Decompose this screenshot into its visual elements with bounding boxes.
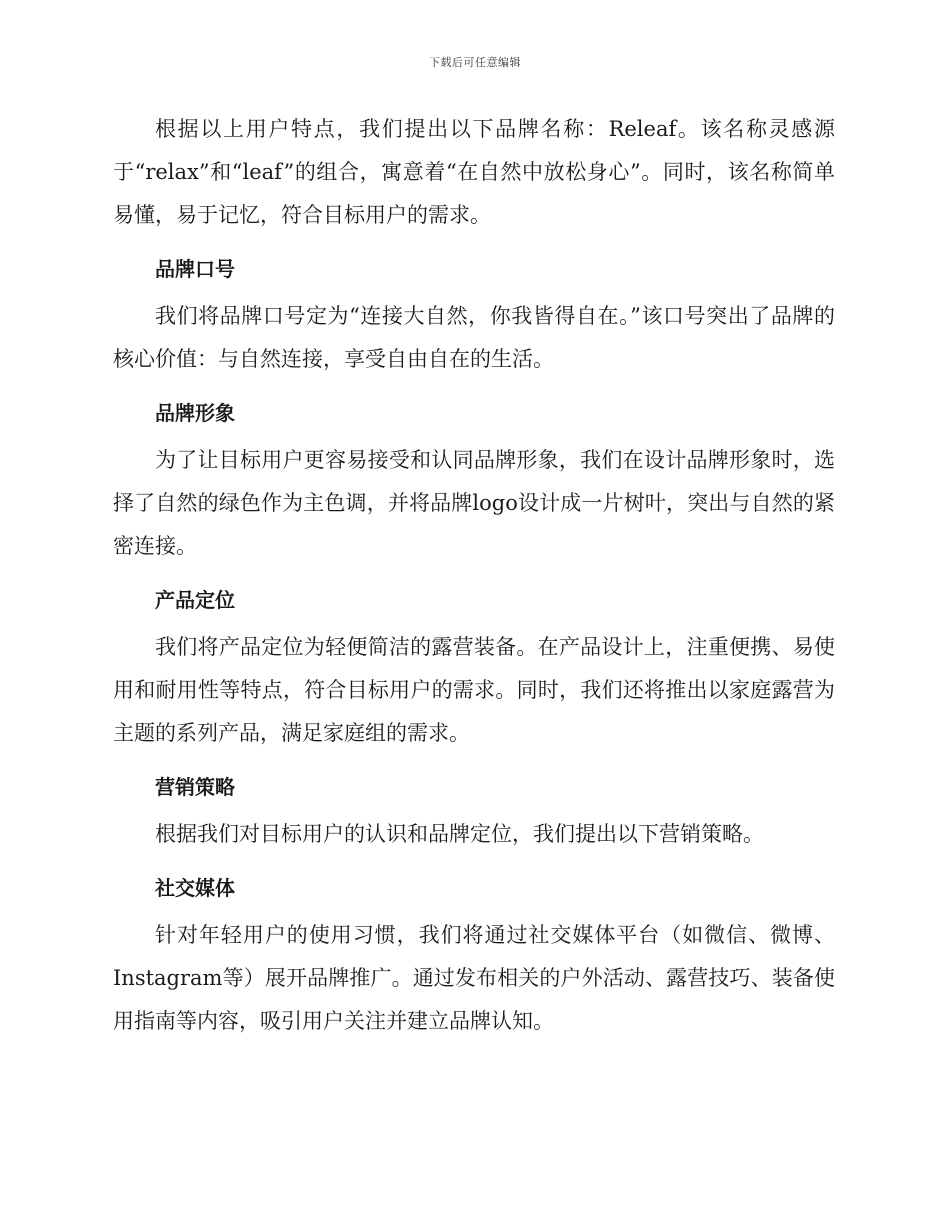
paragraph-brand-slogan: 我们将品牌口号定为“连接大自然，你我皆得自在。”该口号突出了品牌的核心价值：与自然连接，享受自由自在的生活。 [113,304,835,371]
document-body [113,108,835,1043]
heading-brand-slogan: 品牌口号 [155,257,235,281]
paragraph-marketing-strategy: 根据我们对目标用户的认识和品牌定位，我们提出以下营销策略。 [155,822,764,846]
heading-social-media: 社交媒体 [155,876,235,900]
page-header: 下载后可任意编辑 [429,56,521,69]
paragraph-brand-image: 为了让目标用户更容易接受和认同品牌形象，我们在设计品牌形象时，选择了自然的绿色作为主色调，并将品牌logo设计成一片树叶，突出与自然的紧密连接。 [113,448,835,558]
paragraph-brand-name: 根据以上用户特点，我们提出以下品牌名称：Releaf。该名称灵感源于“relax”和“leaf”的组合，寓意着“在自然中放松身心”。同时，该名称简单易懂，易于记忆，符合目标用户的需求。 [113,117,835,227]
heading-brand-image: 品牌形象 [155,401,235,425]
paragraph-social-media: 针对年轻用户的使用习惯，我们将通过社交媒体平台（如微信、微博、Instagram等）展开品牌推广。通过发布相关的户外活动、露营技巧、装备使用指南等内容，吸引用户关注并建立品牌认知。 [113,923,835,1033]
heading-marketing-strategy: 营销策略 [155,775,235,799]
heading-product-positioning: 产品定位 [155,588,235,612]
paragraph-product-positioning: 我们将产品定位为轻便简洁的露营装备。在产品设计上，注重便携、易使用和耐用性等特点，符合目标用户的需求。同时，我们还将推出以家庭露营为主题的系列产品，满足家庭组的需求。 [113,635,835,745]
